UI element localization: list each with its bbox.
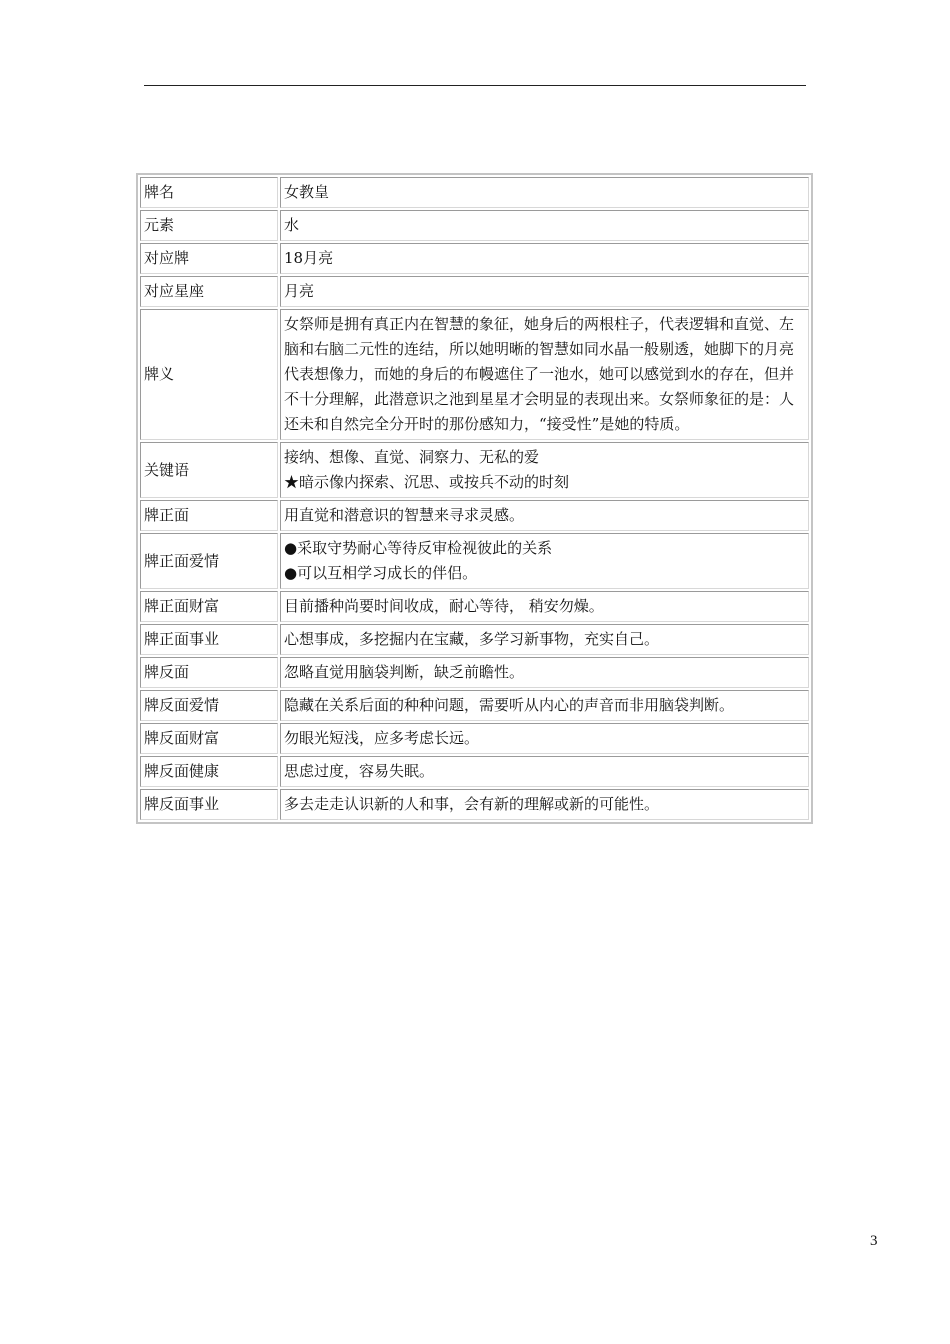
table-row [140, 177, 809, 208]
row-value: 思虑过度，容易失眠。 [280, 756, 809, 787]
row-value: 心想事成，多挖掘内在宝藏，多学习新事物，充实自己。 [280, 624, 809, 655]
keyword-line: 接纳、想像、直觉、洞察力、无私的爱 [284, 448, 540, 466]
row-label: 牌义 [140, 309, 278, 440]
row-value: 水 [280, 210, 809, 241]
row-value: 用直觉和潜意识的智慧来寻求灵感。 [280, 500, 809, 531]
row-label: 牌正面事业 [140, 624, 278, 655]
row-label: 牌反面 [140, 657, 278, 688]
table-row [140, 756, 809, 787]
row-value: 多去走走认识新的人和事，会有新的理解或新的可能性。 [280, 789, 809, 820]
table-row [140, 789, 809, 820]
row-label: 牌正面 [140, 500, 278, 531]
row-label: 关键语 [140, 442, 278, 498]
row-label: 对应星座 [140, 276, 278, 307]
row-value [280, 533, 809, 589]
row-label: 牌反面健康 [140, 756, 278, 787]
row-value: 女祭师是拥有真正内在智慧的象征，她身后的两根柱子，代表逻辑和直觉、左脑和右脑二元性的连结，所以她明晰的智慧如同水晶一般剔透，她脚下的月亮代表想像力，而她的身后的布幔遮住了一池水，她可以感觉到水的存在，但并不十分理解，此潜意识之池到星星才会明显的表现出来。女祭师象征的是：人还未和自然完全分开时的那份感知力，“接受性”是她的特质。 [280, 309, 809, 440]
table-row [140, 591, 809, 622]
row-value: 女教皇 [280, 177, 809, 208]
row-label: 牌名 [140, 177, 278, 208]
row-label: 牌正面财富 [140, 591, 278, 622]
row-value: 目前播种尚要时间收成，耐心等待， 稍安勿燥。 [280, 591, 809, 622]
tarot-card-table [136, 173, 813, 824]
row-label: 元素 [140, 210, 278, 241]
keyword-line: ★暗示像内探索、沉思、或按兵不动的时刻 [284, 473, 570, 491]
bullet-line: ●采取守势耐心等待反审检视彼此的关系 [284, 539, 553, 557]
row-value: 18月亮 [280, 243, 809, 274]
table-row [140, 657, 809, 688]
header-rule [144, 85, 806, 86]
row-label: 对应牌 [140, 243, 278, 274]
table-row [140, 500, 809, 531]
row-value: 月亮 [280, 276, 809, 307]
row-value: 忽略直觉用脑袋判断，缺乏前瞻性。 [280, 657, 809, 688]
row-label: 牌反面财富 [140, 723, 278, 754]
table-row [140, 210, 809, 241]
row-label: 牌反面事业 [140, 789, 278, 820]
bullet-line: ●可以互相学习成长的伴侣。 [284, 564, 478, 582]
table-row [140, 690, 809, 721]
page-number: 3 [870, 1233, 878, 1249]
row-label: 牌正面爱情 [140, 533, 278, 589]
table-row [140, 276, 809, 307]
table-row [140, 723, 809, 754]
table-row [140, 442, 809, 498]
table-row [140, 624, 809, 655]
row-value: 勿眼光短浅，应多考虑长远。 [280, 723, 809, 754]
table-row [140, 533, 809, 589]
row-value [280, 442, 809, 498]
row-value: 隐藏在关系后面的种种问题，需要听从内心的声音而非用脑袋判断。 [280, 690, 809, 721]
row-label: 牌反面爱情 [140, 690, 278, 721]
table-row [140, 309, 809, 440]
table-row [140, 243, 809, 274]
